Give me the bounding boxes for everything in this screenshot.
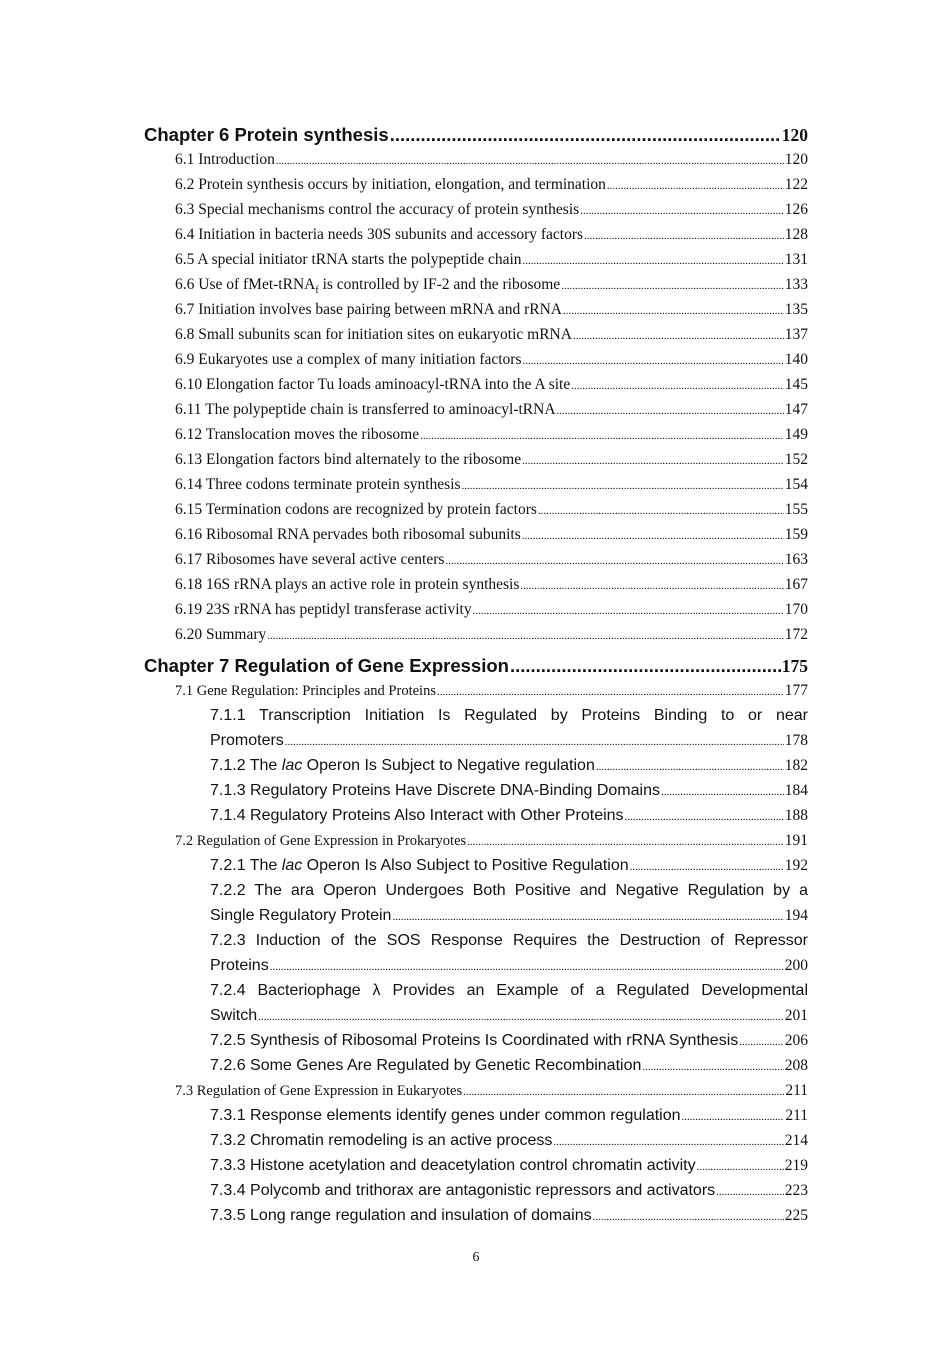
- toc-entry[interactable]: [144, 397, 808, 422]
- dot-leader: [682, 1105, 785, 1130]
- entry-title: 6.20 Summary: [175, 626, 267, 643]
- dot-leader: [462, 474, 784, 499]
- entry-title: 6.15 Termination codons are recognized by protein factors: [175, 501, 537, 518]
- dot-leader: [584, 224, 784, 249]
- page-ref: 201: [784, 1007, 808, 1024]
- dot-leader: [739, 1030, 784, 1055]
- toc-entry[interactable]: [144, 497, 808, 522]
- dot-leader: [267, 624, 783, 649]
- page-ref: 120: [781, 125, 808, 145]
- entry-title: 7.3.2 Chromatin remodeling is an active process: [210, 1132, 553, 1149]
- dot-leader: [630, 855, 784, 880]
- toc-subentry[interactable]: [144, 1103, 808, 1128]
- dot-leader: [463, 1080, 784, 1105]
- entry-title: 6.4 Initiation in bacteria needs 30S subunits and accessory factors: [175, 226, 584, 243]
- toc-subentry[interactable]: [144, 1028, 808, 1053]
- entry-title: Proteins: [210, 957, 269, 974]
- entry-title: 6.8 Small subunits scan for initiation sites on eukaryotic mRNA: [175, 326, 572, 343]
- dot-leader: [473, 599, 784, 624]
- toc-entry[interactable]: [144, 247, 808, 272]
- entry-title: 6.11 The polypeptide chain is transferred to aminoacyl-tRNA: [175, 401, 556, 418]
- entry-title: 6.19 23S rRNA has peptidyl transferase activity: [175, 601, 472, 618]
- entry-title: Single Regulatory Protein: [210, 907, 392, 924]
- page-ref: 200: [784, 957, 808, 974]
- toc-subentry[interactable]: [144, 1053, 808, 1078]
- entry-title: 7.2.5 Synthesis of Ribosomal Proteins Is Coordinated with rRNA Synthesis: [210, 1032, 739, 1049]
- toc-subentry-first-line[interactable]: [144, 703, 808, 728]
- page-ref: 211: [785, 1082, 808, 1099]
- dot-leader: [523, 349, 784, 374]
- page-ref: 211: [785, 1107, 808, 1124]
- page-ref: 145: [784, 376, 808, 393]
- page-ref: 182: [784, 757, 808, 774]
- page-ref: 147: [784, 401, 808, 418]
- toc-entry[interactable]: [144, 828, 808, 853]
- dot-leader: [561, 274, 784, 299]
- toc-subentry[interactable]: [144, 903, 808, 928]
- dot-leader: [661, 780, 784, 805]
- dot-leader: [538, 499, 784, 524]
- page-ref: 152: [784, 451, 808, 468]
- toc-subentry[interactable]: [144, 1203, 808, 1228]
- entry-title: 7.1.4 Regulatory Proteins Also Interact with Other Proteins: [210, 807, 624, 824]
- toc-subentry[interactable]: [144, 753, 808, 778]
- entry-title: 7.1 Gene Regulation: Principles and Proteins: [175, 683, 436, 699]
- dot-leader: [716, 1180, 784, 1205]
- entry-title: Switch: [210, 1007, 258, 1024]
- page-ref: 128: [784, 226, 808, 243]
- toc-entry[interactable]: [144, 1078, 808, 1103]
- entry-title: 6.3 Special mechanisms control the accuracy of protein synthesis: [175, 201, 580, 218]
- page-ref: 159: [784, 526, 808, 543]
- page-ref: 131: [784, 251, 808, 268]
- dot-leader: [258, 1005, 784, 1030]
- page-ref: 154: [784, 476, 808, 493]
- dot-leader: [596, 755, 784, 780]
- entry-title: 7.3.3 Histone acetylation and deacetylation control chromatin activity: [210, 1157, 696, 1174]
- page-ref: 208: [784, 1057, 808, 1074]
- dot-leader: [392, 905, 783, 930]
- page-ref: 177: [784, 682, 808, 699]
- page-ref: 140: [784, 351, 808, 368]
- chapter-title: Chapter 7 Regulation of Gene Expression: [144, 655, 509, 676]
- entry-title: 7.2.6 Some Genes Are Regulated by Genetic Recombination: [210, 1057, 642, 1074]
- entry-title: 6.17 Ribosomes have several active centers: [175, 551, 445, 568]
- page-ref: 122: [784, 176, 808, 193]
- chapter-title: Chapter 6 Protein synthesis: [144, 124, 389, 145]
- page-ref: 163: [784, 551, 808, 568]
- entry-title: 7.3.1 Response elements identify genes under common regulation: [210, 1107, 681, 1124]
- toc-entry[interactable]: [144, 222, 808, 247]
- entry-title: 6.12 Translocation moves the ribosome: [175, 426, 420, 443]
- entry-title: 7.2.2 The ara Operon Undergoes Both Positive and Negative Regulation by a: [210, 882, 808, 899]
- dot-leader: [390, 122, 781, 147]
- entry-title: 7.3 Regulation of Gene Expression in Eukaryotes: [175, 1083, 463, 1099]
- table-of-contents: [144, 122, 808, 1228]
- dot-leader: [580, 199, 784, 224]
- toc-subentry[interactable]: [144, 778, 808, 803]
- page-ref: 137: [784, 326, 808, 343]
- entry-title: 6.2 Protein synthesis occurs by initiation, elongation, and termination: [175, 176, 606, 193]
- toc-entry[interactable]: [144, 422, 808, 447]
- entry-title: 6.18 16S rRNA plays an active role in protein synthesis: [175, 576, 520, 593]
- entry-title: 7.2.1 The lac Operon Is Also Subject to Positive Regulation: [210, 857, 629, 874]
- toc-entry[interactable]: [144, 522, 808, 547]
- page-ref: 225: [784, 1207, 808, 1224]
- page-ref: 126: [784, 201, 808, 218]
- dot-leader: [697, 1155, 784, 1180]
- toc-subentry[interactable]: [144, 1128, 808, 1153]
- page-ref: 170: [784, 601, 808, 618]
- page-ref: 120: [784, 151, 808, 168]
- toc-entry[interactable]: [144, 147, 808, 172]
- dot-leader: [625, 805, 784, 830]
- dot-leader: [571, 374, 784, 399]
- toc-chapter-6[interactable]: [144, 122, 808, 147]
- toc-entry[interactable]: [144, 447, 808, 472]
- entry-title: 7.3.4 Polycomb and trithorax are antagonistic repressors and activators: [210, 1182, 716, 1199]
- entry-title: 6.16 Ribosomal RNA pervades both ribosomal subunits: [175, 526, 521, 543]
- dot-leader: [445, 549, 783, 574]
- entry-title: 6.13 Elongation factors bind alternately to the ribosome: [175, 451, 522, 468]
- entry-title: 7.3.5 Long range regulation and insulation of domains: [210, 1207, 592, 1224]
- toc-subentry-first-line[interactable]: [144, 978, 808, 1003]
- entry-title: 7.2 Regulation of Gene Expression in Prokaryotes: [175, 833, 467, 849]
- toc-entry[interactable]: [144, 197, 808, 222]
- toc-entry[interactable]: [144, 572, 808, 597]
- toc-entry[interactable]: [144, 472, 808, 497]
- dot-leader: [607, 174, 784, 199]
- entry-title: Promoters: [210, 732, 284, 749]
- page-ref: 149: [784, 426, 808, 443]
- toc-entry[interactable]: [144, 678, 808, 703]
- page-ref: 175: [781, 656, 808, 676]
- entry-title: 6.6 Use of fMet-tRNA$_f$ is controlled by IF-2 and the ribosome: [175, 276, 561, 297]
- entry-title: 7.2.3 Induction of the SOS Response Requires the Destruction of Repressor: [210, 932, 808, 949]
- page-ref: 133: [784, 276, 808, 293]
- dot-leader: [557, 399, 784, 424]
- entry-title: 6.14 Three codons terminate protein synthesis: [175, 476, 461, 493]
- entry-title: 6.1 Introduction: [175, 151, 275, 168]
- page-ref: 135: [784, 301, 808, 318]
- entry-title: 7.1.3 Regulatory Proteins Have Discrete DNA-Binding Domains: [210, 782, 660, 799]
- toc-subentry-first-line[interactable]: [144, 928, 808, 953]
- toc-subentry[interactable]: [144, 1003, 808, 1028]
- toc-subentry[interactable]: [144, 1178, 808, 1203]
- toc-entry[interactable]: [144, 547, 808, 572]
- toc-entry[interactable]: [144, 347, 808, 372]
- page-ref: 194: [784, 907, 808, 924]
- toc-subentry[interactable]: [144, 953, 808, 978]
- dot-leader: [520, 574, 783, 599]
- entry-title: 6.7 Initiation involves base pairing between mRNA and rRNA: [175, 301, 563, 318]
- page-ref: 191: [784, 832, 808, 849]
- page-ref: 184: [784, 782, 808, 799]
- toc-entry[interactable]: [144, 297, 808, 322]
- entry-title: 7.2.4 Bacteriophage λ Provides an Example of a Regulated Developmental: [210, 982, 808, 999]
- page-ref: 192: [784, 857, 808, 874]
- toc-entry[interactable]: [144, 172, 808, 197]
- toc-entry[interactable]: [144, 372, 808, 397]
- dot-leader: [522, 449, 784, 474]
- dot-leader: [270, 955, 784, 980]
- page-ref: 167: [784, 576, 808, 593]
- dot-leader: [522, 524, 784, 549]
- dot-leader: [420, 424, 784, 449]
- toc-entry[interactable]: [144, 272, 808, 297]
- toc-subentry[interactable]: [144, 1153, 808, 1178]
- dot-leader: [593, 1205, 784, 1230]
- dot-leader: [510, 653, 781, 678]
- dot-leader: [563, 299, 784, 324]
- entry-title: 7.1.1 Transcription Initiation Is Regulated by Proteins Binding to or near: [210, 707, 808, 724]
- page-ref: 155: [784, 501, 808, 518]
- dot-leader: [523, 249, 784, 274]
- toc-subentry-first-line[interactable]: [144, 878, 808, 903]
- entry-title: 6.5 A special initiator tRNA starts the polypeptide chain: [175, 251, 522, 268]
- dot-leader: [467, 830, 784, 855]
- toc-subentry[interactable]: [144, 853, 808, 878]
- toc-entry[interactable]: [144, 322, 808, 347]
- toc-chapter-7[interactable]: [144, 653, 808, 678]
- page-number: 6: [472, 1250, 480, 1265]
- toc-entry[interactable]: [144, 597, 808, 622]
- page-ref: 223: [784, 1182, 808, 1199]
- dot-leader: [276, 149, 784, 174]
- page-ref: 206: [784, 1032, 808, 1049]
- entry-title: 6.10 Elongation factor Tu loads aminoacyl-tRNA into the A site: [175, 376, 571, 393]
- dot-leader: [437, 680, 784, 705]
- entry-title: 7.1.2 The lac Operon Is Subject to Negative regulation: [210, 757, 595, 774]
- dot-leader: [553, 1130, 783, 1155]
- page-ref: 188: [784, 807, 808, 824]
- dot-leader: [573, 324, 784, 349]
- page-ref: 214: [784, 1132, 808, 1149]
- dot-leader: [285, 730, 784, 755]
- page-ref: 172: [784, 626, 808, 643]
- toc-entry[interactable]: [144, 622, 808, 647]
- page-ref: 178: [784, 732, 808, 749]
- dot-leader: [642, 1055, 783, 1080]
- toc-subentry[interactable]: [144, 803, 808, 828]
- toc-subentry[interactable]: [144, 728, 808, 753]
- page-ref: 219: [784, 1157, 808, 1174]
- entry-title: 6.9 Eukaryotes use a complex of many initiation factors: [175, 351, 522, 368]
